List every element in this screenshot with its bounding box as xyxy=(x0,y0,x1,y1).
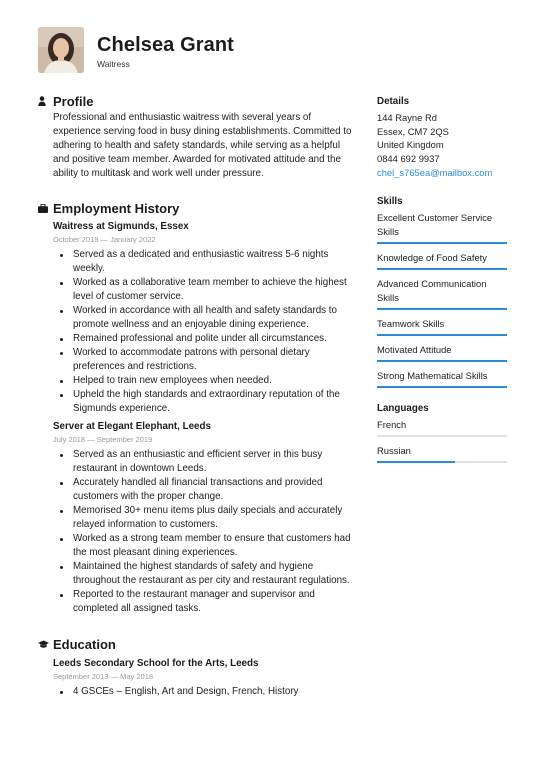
skill-label: Advanced Communication Skills xyxy=(377,277,487,303)
language-item xyxy=(377,444,507,463)
school-details xyxy=(53,685,356,699)
skill-level-fill xyxy=(377,308,507,310)
language-level-bar xyxy=(377,461,507,463)
profile-title: Profile xyxy=(53,93,94,109)
languages-list xyxy=(377,418,507,463)
skills-list xyxy=(377,211,507,388)
list-item: Worked in accordance with all health and safety standards to promote wellness and an enjoyable dining experience. xyxy=(53,304,356,332)
skill-label: Teamwork Skills xyxy=(377,317,445,329)
skill-label: Excellent Customer Service Skills xyxy=(377,211,493,237)
skill-item xyxy=(377,211,507,244)
list-item: Helped to train new employees when needed. xyxy=(53,374,356,388)
candidate-role: Waitress xyxy=(97,59,130,69)
email-link[interactable]: chel_s765ea@mailbox.com xyxy=(377,166,493,178)
list-item: Worked as a collaborative team member to achieve the highest level of customer service. xyxy=(53,276,356,304)
list-item: Upheld the high standards and extraordinary reputation of the Sigmunds experience. xyxy=(53,388,356,416)
languages-heading: Languages xyxy=(377,402,429,414)
employment-section xyxy=(38,199,356,616)
skills-heading: Skills xyxy=(377,195,403,207)
education-title: Education xyxy=(53,636,116,652)
skill-level-bar xyxy=(377,242,507,244)
side-column xyxy=(377,95,507,463)
list-item: Maintained the highest standards of safety and hygiene throughout the restaurant as per city and restaurant regulations. xyxy=(53,560,356,588)
language-item xyxy=(377,418,507,437)
skill-item xyxy=(377,277,507,310)
skill-label: Motivated Attitude xyxy=(377,343,452,355)
skills-section xyxy=(377,195,507,388)
skill-level-bar xyxy=(377,334,507,336)
skill-item xyxy=(377,343,507,362)
education-entry xyxy=(38,657,356,699)
phone-number: 0844 692 9937 xyxy=(377,153,440,165)
address-country: United Kingdom xyxy=(377,139,444,151)
job-duties xyxy=(53,448,356,616)
skill-item xyxy=(377,317,507,336)
person-icon xyxy=(38,96,53,106)
skill-level-fill xyxy=(377,268,507,270)
school-dates: September 2013 — May 2018 xyxy=(53,672,154,681)
skill-level-fill xyxy=(377,386,507,388)
graduation-cap-icon xyxy=(38,640,53,649)
list-item: Served as an enthusiastic and efficient server in this busy restaurant in downtown Leeds. xyxy=(53,448,356,476)
skill-level-bar xyxy=(377,268,507,270)
list-item: Reported to the restaurant manager and supervisor and completed all assigned tasks. xyxy=(53,588,356,616)
school-title: Leeds Secondary School for the Arts, Leeds xyxy=(53,658,259,669)
job-entry xyxy=(38,420,356,616)
details-heading: Details xyxy=(377,96,410,107)
languages-section xyxy=(377,402,507,463)
resume-header xyxy=(38,27,234,73)
profile-heading xyxy=(38,92,356,110)
list-item: Worked to accommodate patrons with personal dietary preferences and restrictions. xyxy=(53,346,356,374)
language-label: French xyxy=(377,418,407,430)
job-dates: July 2018 — September 2019 xyxy=(53,435,153,444)
skill-item xyxy=(377,369,507,388)
skill-level-bar xyxy=(377,386,507,388)
employment-title: Employment History xyxy=(53,200,180,216)
skill-level-fill xyxy=(377,334,507,336)
skill-level-fill xyxy=(377,242,507,244)
language-label: Russian xyxy=(377,444,411,456)
education-section xyxy=(38,635,356,699)
language-level-bar xyxy=(377,435,507,437)
employment-heading xyxy=(38,199,356,217)
skill-label: Knowledge of Food Safety xyxy=(377,251,487,263)
list-item: Accurately handled all financial transactions and provided customers with the proper change. xyxy=(53,476,356,504)
job-duties xyxy=(53,248,356,416)
list-item: Memorised 30+ menu items plus daily specials and accurately relayed information to customers. xyxy=(53,504,356,532)
address-line-1: 144 Rayne Rd xyxy=(377,112,437,123)
education-heading xyxy=(38,635,356,653)
candidate-name: Chelsea Grant xyxy=(97,34,234,56)
skill-level-bar xyxy=(377,308,507,310)
skill-level-fill xyxy=(377,360,507,362)
details-section xyxy=(377,95,507,180)
job-title: Server at Elegant Elephant, Leeds xyxy=(53,421,211,432)
profile-section xyxy=(38,92,356,181)
list-item: 4 GSCEs – English, Art and Design, French, History xyxy=(53,685,356,699)
briefcase-icon xyxy=(38,204,53,213)
skill-label: Strong Mathematical Skills xyxy=(377,369,488,381)
skill-level-bar xyxy=(377,360,507,362)
language-level-fill xyxy=(377,461,455,463)
list-item: Served as a dedicated and enthusiastic waitress 5-6 nights weekly. xyxy=(53,248,356,276)
address-line-2: Essex, CM7 2QS xyxy=(377,125,449,137)
list-item: Remained professional and polite under all circumstances. xyxy=(53,332,356,346)
main-column xyxy=(38,92,356,699)
job-entry xyxy=(38,220,356,416)
avatar xyxy=(38,27,84,73)
list-item: Worked as a strong team member to ensure that customers had the most pleasant dining experiences. xyxy=(53,532,356,560)
skill-item xyxy=(377,251,507,270)
job-dates: October 2019 — January 2022 xyxy=(53,235,156,244)
job-title: Waitress at Sigmunds, Essex xyxy=(53,221,189,232)
profile-summary: Professional and enthusiastic waitress with several years of experience serving food in busy dining establishments. Committed to adhering to health and safety standards, while serving as a helpful and positive team member. Awarded for motivated attitude and the ability to multitask and work well under pressure. xyxy=(53,112,352,179)
